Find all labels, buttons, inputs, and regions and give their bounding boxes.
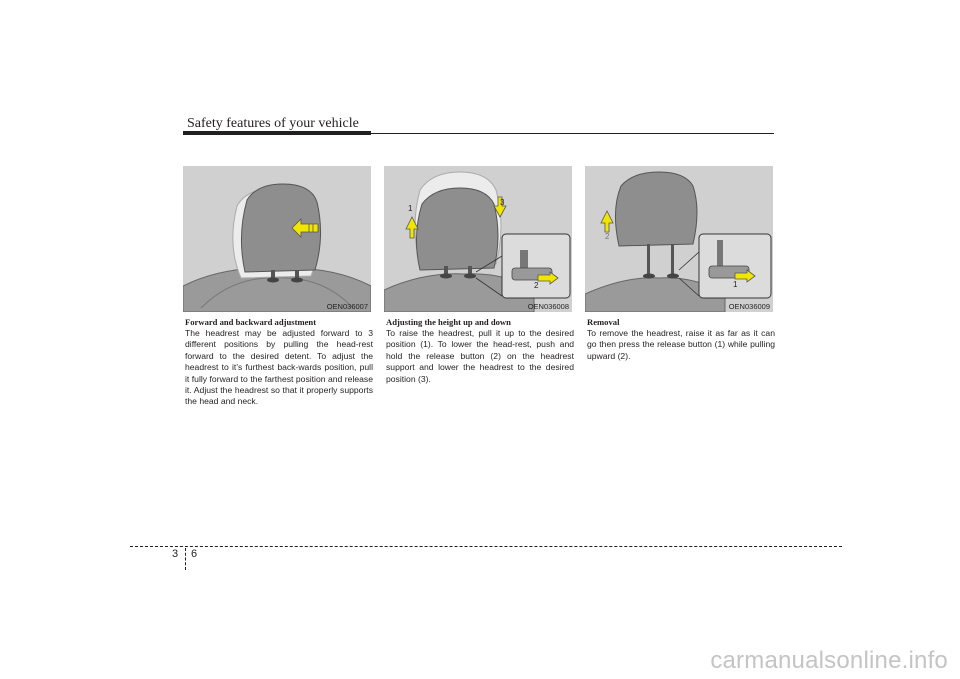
figure-code: OEN036009 bbox=[728, 302, 770, 311]
arrow-label-pull-up: 2 bbox=[605, 232, 610, 241]
headrest-illustration-2 bbox=[384, 166, 572, 312]
section-heading: Adjusting the height up and down bbox=[386, 317, 511, 327]
section-heading: Forward and backward adjustment bbox=[185, 317, 317, 327]
section-body: To raise the headrest, pull it up to the desired position (1). To lower the head-rest, push and hold the release button (2) on the headrest support and lower the headrest to the desired position (3). bbox=[386, 328, 574, 384]
figure-height-adjust bbox=[384, 166, 572, 312]
header-rule bbox=[183, 133, 774, 134]
figure-code: OEN036008 bbox=[527, 302, 569, 311]
footer-rule bbox=[130, 546, 842, 547]
arrow-label-release: 1 bbox=[733, 280, 738, 289]
figure-code: OEN036007 bbox=[326, 302, 368, 311]
section-heading: Removal bbox=[587, 317, 620, 327]
section-forward-backward bbox=[185, 317, 373, 408]
arrow-label-release: 2 bbox=[534, 281, 539, 290]
page-header-title: Safety features of your vehicle bbox=[187, 116, 359, 131]
headrest-illustration-3 bbox=[585, 166, 773, 312]
arrow-label-raise: 1 bbox=[408, 204, 413, 213]
headrest-illustration-1 bbox=[183, 166, 371, 312]
section-removal bbox=[587, 317, 775, 362]
watermark: carmanualsonline.info bbox=[710, 647, 948, 674]
section-body: To remove the headrest, raise it as far as it can go then press the release button (1) while pulling upward (2). bbox=[587, 328, 775, 361]
page-number: 6 bbox=[191, 548, 198, 560]
figure-forward-backward bbox=[183, 166, 371, 312]
page-chapter: 3 bbox=[172, 548, 179, 560]
page-number-separator bbox=[185, 548, 186, 570]
arrow-label-lower: 3 bbox=[500, 198, 505, 207]
figure-removal bbox=[585, 166, 773, 312]
section-height-adjust bbox=[386, 317, 574, 385]
section-body: The headrest may be adjusted forward to 3 different positions by pulling the head-rest forward to the desired detent. To adjust the headrest to it’s furthest back-wards position, pull it fully forward to the farthest position and release it. Adjust the headrest so that it properly supports the head and neck. bbox=[185, 328, 373, 407]
